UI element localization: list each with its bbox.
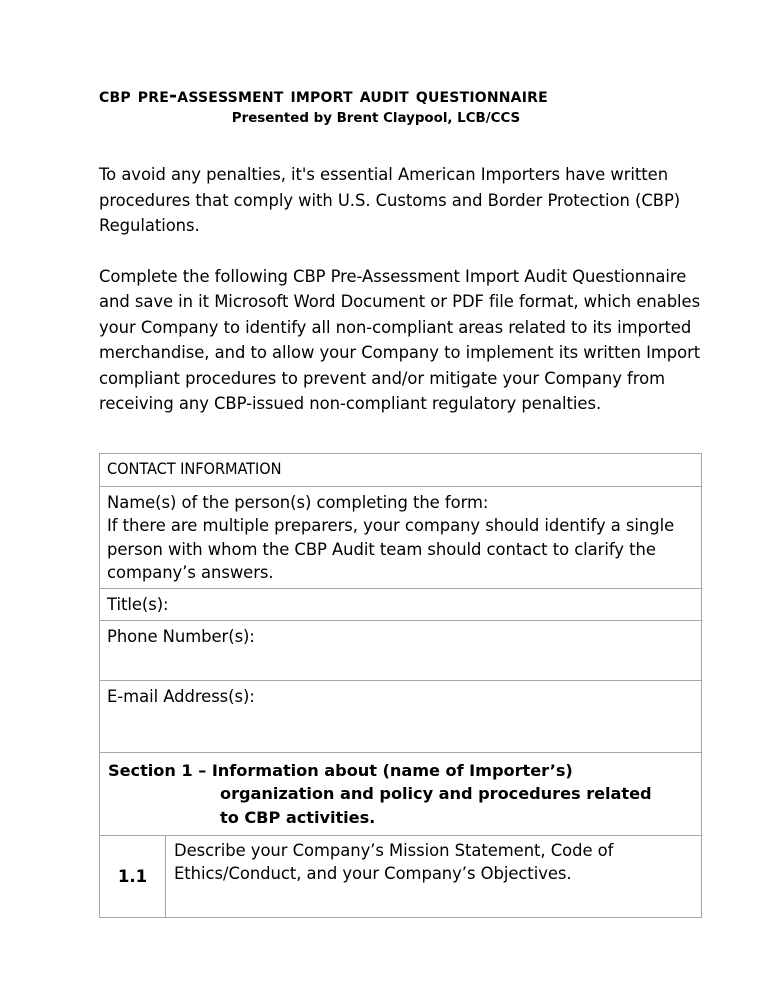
table-row-phone[interactable] <box>100 620 702 680</box>
contact-information-header-cell: CONTACT INFORMATION <box>100 453 702 486</box>
intro-paragraph-1: To avoid any penalties, it's essential American Importers have written procedures that comply with U.S. Customs and Border Protection (CBP) Regulations. <box>99 165 681 236</box>
names-note: If there are multiple preparers, your company should identify a single person with whom the CBP Audit team should contact to clarify the company’s answers. <box>107 516 675 583</box>
intro-paragraph-2: Complete the following CBP Pre-Assessment Import Audit Questionnaire and save in it Microsoft Word Document or PDF file format, which enables your Company to identify all non-compliant areas related to its imported merchandise, and to allow your Company to implement its written Import compliant procedures to prevent and/or mitigate your Company from receiving any CBP-issued non-compliant regulatory penalties. <box>99 266 701 414</box>
question-text-1-1[interactable]: Describe your Company’s Mission Statement, Code of Ethics/Conduct, and your Company’s Objectives. <box>166 835 702 917</box>
section-1-heading-line-3: to CBP activities. <box>220 807 376 827</box>
document-content <box>99 84 701 918</box>
table-row-contact-header <box>100 453 702 486</box>
contact-information-table <box>99 453 702 918</box>
table-row-names[interactable] <box>100 486 702 588</box>
table-row-title[interactable] <box>100 588 702 620</box>
phone-number-cell[interactable]: Phone Number(s): <box>100 620 702 680</box>
names-label: Name(s) of the person(s) completing the form: <box>107 492 489 512</box>
email-address-cell[interactable]: E-mail Address(s): <box>100 680 702 752</box>
document-subtitle: Presented by Brent Claypool, LCB/CCS <box>231 111 521 126</box>
table-row-section-1-heading <box>100 752 702 835</box>
names-cell[interactable] <box>100 486 702 588</box>
section-1-heading-line-2: organization and policy and procedures related <box>220 784 652 804</box>
section-1-heading-line-1: Section 1 – Information about (name of Importer’s) <box>108 760 573 780</box>
table-row-email[interactable] <box>100 680 702 752</box>
table-row-question-1-1[interactable] <box>100 835 702 917</box>
page-title: cbp pre-assessment import audit questionnaire <box>99 84 548 107</box>
section-1-heading-cell <box>100 752 702 835</box>
question-number-1-1: 1.1 <box>100 835 166 917</box>
title-cell[interactable]: Title(s): <box>100 588 702 620</box>
